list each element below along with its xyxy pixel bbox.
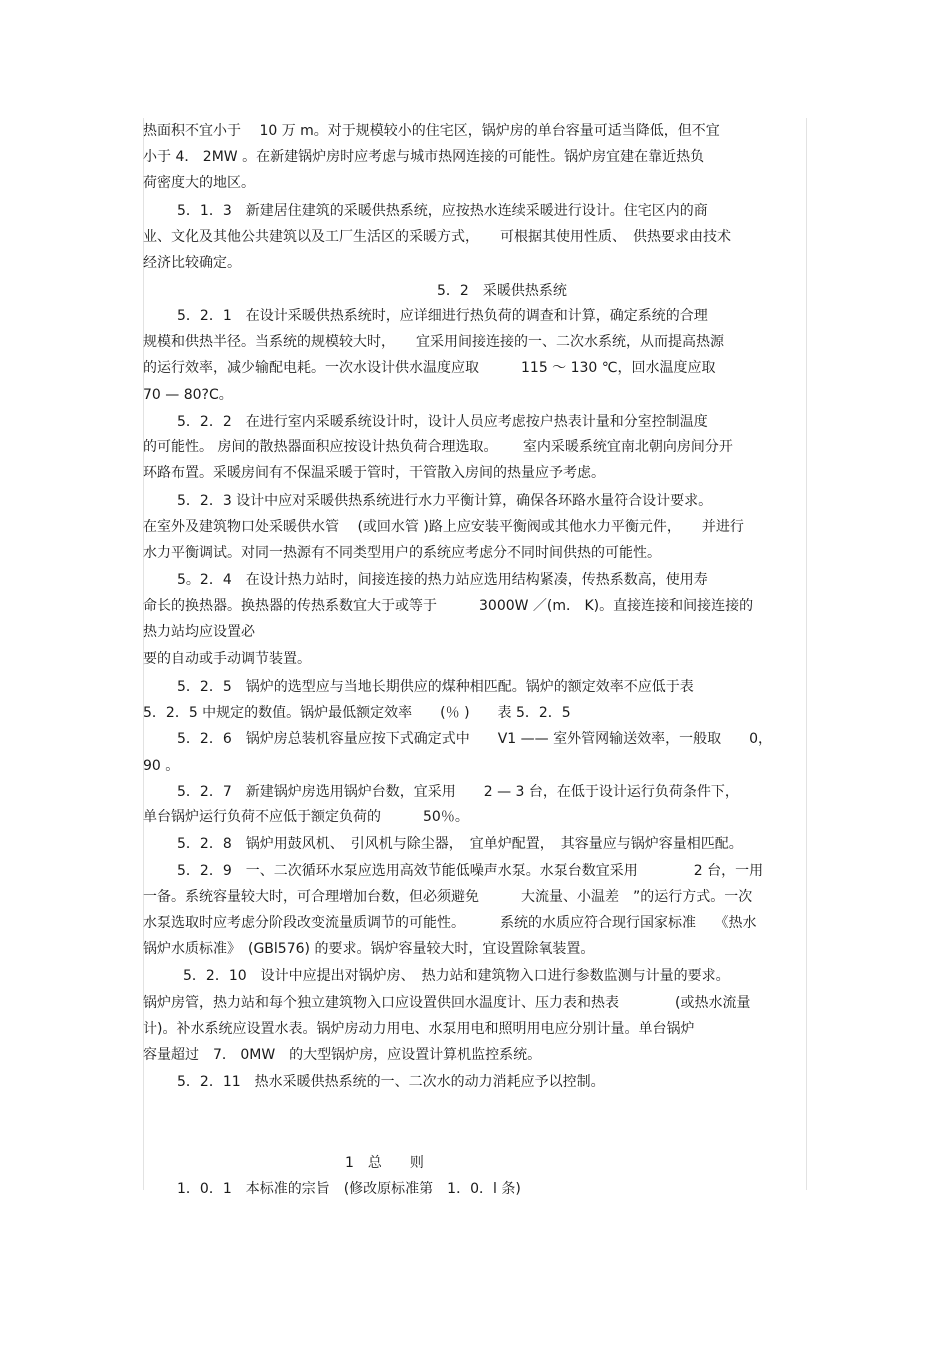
text-line: 的运行效率，减少输配电耗。一次水设计供水温度应取 115 ～ 130 ℃，回水温度应取 xyxy=(143,360,716,376)
text-line: 环路布置。采暖房间有不保温采暖于管时，干管散入房间的热量应予考虑。 xyxy=(143,465,605,481)
text-line: 5．2．7 新建锅炉房选用锅炉台数，宜采用 2 — 3 台，在低于设计运行负荷条件下， xyxy=(177,784,739,800)
text-line: 90 。 xyxy=(143,758,180,774)
text-line: 热力站均应设置必 xyxy=(143,624,255,640)
text-line: 5．2．6 锅炉房总装机容量应按下式确定式中 V1 —— 室外管网输送效率，一般取 0， xyxy=(177,731,773,747)
text-line: 5．2．11 热水采暖供热系统的一、二次水的动力消耗应予以控制。 xyxy=(177,1074,605,1090)
text-line: 5．2．9 一、二次循环水泵应选用高效节能低噪声水泵。水泵台数宜采用 2 台，一用 xyxy=(177,863,764,879)
text-line: 5．2．5 锅炉的选型应与当地长期供应的煤种相匹配。锅炉的额定效率不应低于表 xyxy=(177,679,694,695)
text-line: 5。2．4 在设计热力站时，间接连接的热力站应选用结构紧凑，传热系数高，使用寿 xyxy=(177,572,708,588)
text-line: 单台锅炉运行负荷不应低于额定负荷的 50％。 xyxy=(143,809,469,825)
text-line: 水泵选取时应考虑分阶段改变流量质调节的可能性。 系统的水质应符合现行国家标准 《热水 xyxy=(143,915,757,931)
text-line: 在室外及建筑物口处采暖供水管 (或回水管 )路上应安装平衡阀或其他水力平衡元件， 并进行 xyxy=(143,519,744,535)
section-heading: 5．2 采暖供热系统 xyxy=(437,283,567,299)
text-line: 经济比较确定。 xyxy=(143,255,241,271)
text-line: 5．2．10 设计中应提出对锅炉房、 热力站和建筑物入口进行参数监测与计量的要求。 xyxy=(183,968,730,984)
chapter-heading: 1 总 则 xyxy=(345,1155,424,1171)
text-line: 的可能性。 房间的散热器面积应按设计热负荷合理选取。 室内采暖系统宜南北朝向房间分开 xyxy=(143,439,733,455)
text-line: 荷密度大的地区。 xyxy=(143,175,255,191)
text-line: 水力平衡调试。对同一热源有不同类型用户的系统应考虑分不同时间供热的可能性。 xyxy=(143,545,661,561)
text-line: 5．2．2 在进行室内采暖系统设计时，设计人员应考虑按户热表计量和分室控制温度 xyxy=(177,414,708,430)
text-line: 计)。补水系统应设置水表。锅炉房动力用电、水泵用电和照明用电应分别计量。单台锅炉 xyxy=(143,1021,695,1037)
text-line: 一备。系统容量较大时，可合理增加台数，但必须避免 大流量、小温差 ”的运行方式。一次 xyxy=(143,889,753,905)
text-line: 业、文化及其他公共建筑以及工厂生活区的采暖方式， 可根据其使用性质、 供热要求由技术 xyxy=(143,229,731,245)
text-line: 70 — 80?C。 xyxy=(143,387,233,403)
text-line: 5．1．3 新建居住建筑的采暖供热系统，应按热水连续采暖进行设计。住宅区内的商 xyxy=(177,203,708,219)
text-line: 5．2．1 在设计采暖供热系统时，应详细进行热负荷的调查和计算，确定系统的合理 xyxy=(177,308,708,324)
text-line: 热面积不宜小于 10 万 m。对于规模较小的住宅区，锅炉房的单台容量可适当降低，但不宜 xyxy=(143,123,720,139)
text-line: 小于 4． 2MW 。在新建锅炉房时应考虑与城市热网连接的可能性。锅炉房宜建在靠近热负 xyxy=(143,149,705,165)
text-line: 要的自动或手动调节装置。 xyxy=(143,651,311,667)
text-line: 5．2．3 设计中应对采暖供热系统进行水力平衡计算，确保各环路水量符合设计要求。 xyxy=(177,493,713,509)
text-line: 5．2．5 中规定的数值。锅炉最低额定效率 (％ ) 表 5．2．5 xyxy=(143,705,571,721)
right-margin-rule xyxy=(806,118,807,1190)
text-line: 5．2．8 锅炉用鼓风机、 引风机与除尘器， 宜单炉配置， 其容量应与锅炉容量相匹配。 xyxy=(177,836,743,852)
text-line: 容量超过 7． 0MW 的大型锅炉房，应设置计算机监控系统。 xyxy=(143,1047,542,1063)
text-line: 规模和供热半径。当系统的规模较大时， 宜采用间接连接的一、二次水系统，从而提高热源 xyxy=(143,334,724,350)
text-line: 锅炉水质标准》 (GBl576) 的要求。锅炉容量较大时，宜设置除氧装置。 xyxy=(143,941,595,957)
text-line: 锅炉房管，热力站和每个独立建筑物入口应设置供回水温度计、压力表和热表 (或热水流量 xyxy=(143,995,751,1011)
text-line: 命长的换热器。换热器的传热系数宜大于或等于 3000W ／(m． K)。直接连接和间接连接的 xyxy=(143,598,754,614)
text-line: 1．0．1 本标准的宗旨 (修改原标准第 1．0．l 条) xyxy=(177,1181,521,1197)
